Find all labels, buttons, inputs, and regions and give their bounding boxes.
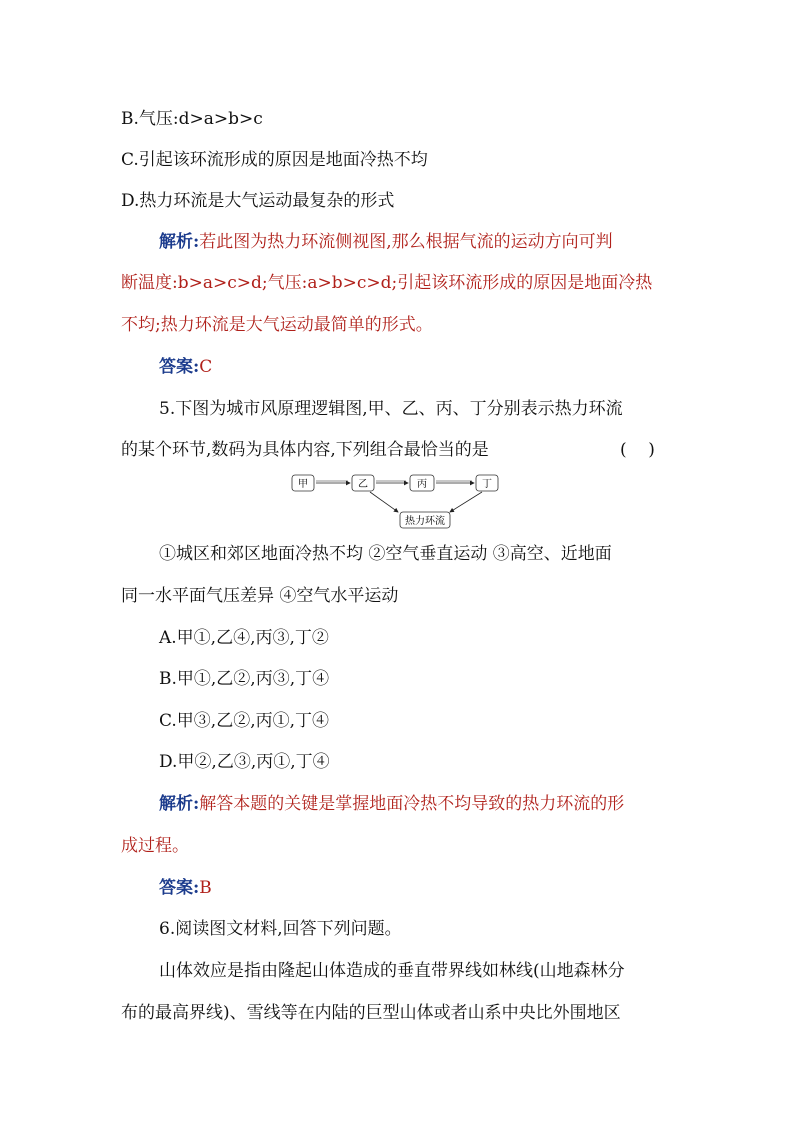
node-bing: 丙 [417, 479, 427, 490]
analysis-line-2: 断温度:b>a>c>d;气压:a>b>c>d;引起该环流形成的原因是地面冷热 [121, 273, 653, 293]
answer-label: 答案: [159, 357, 200, 377]
analysis-line-1 [159, 230, 613, 254]
analysis-2-label: 解析: [159, 794, 200, 814]
option-c: C.甲③,乙②,丙①,丁④ [159, 711, 330, 731]
node-ding: 丁 [482, 479, 492, 490]
analysis-2-line-1 [159, 792, 624, 816]
material-line-2: 布的最高界线)、雪线等在内陆的巨型山体或者山系中央比外围地区 [121, 1003, 621, 1023]
answer-2-value: B [199, 878, 212, 898]
node-jia: 甲 [298, 479, 308, 490]
question-6-line: 6.阅读图文材料,回答下列问题。 [159, 919, 402, 939]
answer-bracket: ( ) [620, 440, 655, 460]
option-b: B.甲①,乙②,丙③,丁④ [159, 669, 330, 689]
city-wind-diagram [290, 472, 510, 532]
items-line-1: ①城区和郊区地面冷热不均 ②空气垂直运动 ③高空、近地面 [159, 544, 612, 564]
option-b-prev: B.气压:d>a>b>c [121, 109, 263, 129]
analysis-label: 解析: [159, 232, 200, 252]
analysis-text: 若此图为热力环流侧视图,那么根据气流的运动方向可判 [199, 232, 613, 252]
answer-2-line [159, 876, 212, 900]
arrow-yi-result [370, 492, 398, 512]
answer-value: C [199, 357, 213, 377]
answer-line [159, 355, 212, 379]
question-5-line-1: 5.下图为城市风原理逻辑图,甲、乙、丙、丁分别表示热力环流 [159, 399, 623, 419]
analysis-2-text: 解答本题的关键是掌握地面冷热不均导致的热力环流的形 [199, 794, 625, 814]
question-5-line-2: 的某个环节,数码为具体内容,下列组合最恰当的是 [121, 440, 489, 460]
node-yi: 乙 [358, 479, 368, 490]
option-a: A.甲①,乙④,丙③,丁② [159, 628, 329, 648]
analysis-2-line-2: 成过程。 [121, 836, 189, 856]
items-line-2: 同一水平面气压差异 ④空气水平运动 [121, 586, 399, 606]
material-line-1: 山体效应是指由隆起山体造成的垂直带界线如林线(山地森林分 [159, 961, 625, 981]
option-c-prev: C.引起该环流形成的原因是地面冷热不均 [121, 150, 428, 170]
node-result: 热力环流 [405, 516, 445, 527]
option-d-prev: D.热力环流是大气运动最复杂的形式 [121, 191, 395, 211]
arrow-ding-result [450, 492, 482, 512]
option-d: D.甲②,乙③,丙①,丁④ [159, 752, 330, 772]
answer-2-label: 答案: [159, 878, 200, 898]
analysis-line-3: 不均;热力环流是大气运动最简单的形式。 [121, 315, 433, 335]
